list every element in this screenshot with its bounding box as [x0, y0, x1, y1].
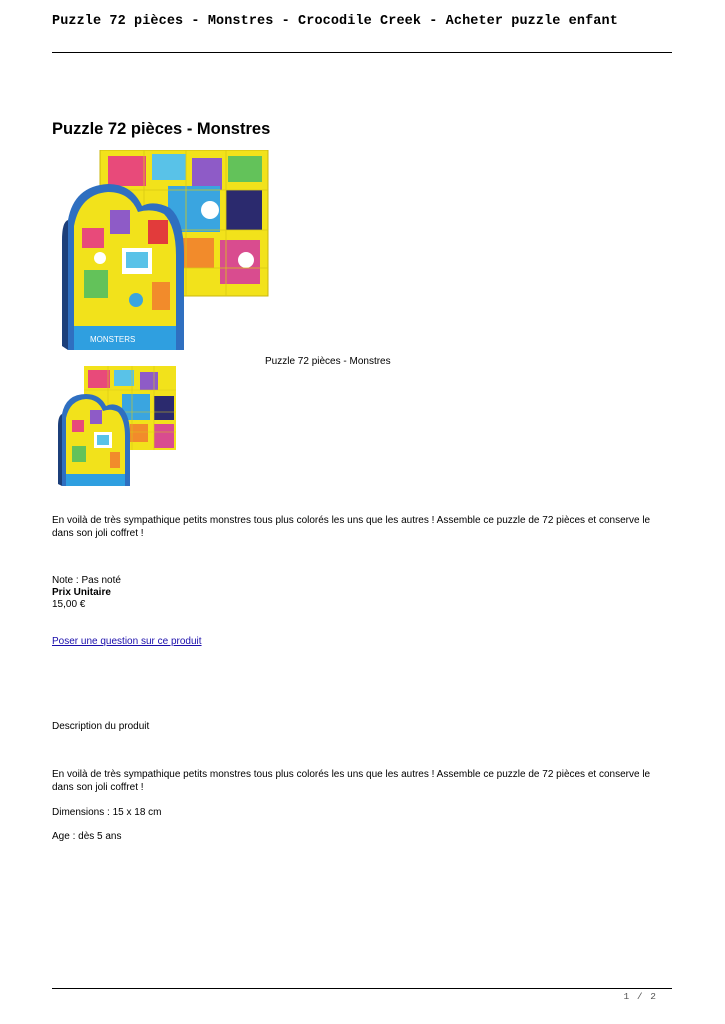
puzzle-box [62, 184, 184, 350]
product-main-image[interactable] [60, 150, 270, 362]
thumb-puzzle-box [58, 394, 130, 486]
product-title: Puzzle 72 pièces - Monstres [52, 120, 271, 138]
ask-question-link[interactable]: Poser une question sur ce produit [52, 636, 202, 647]
box-label: MONSTERS [90, 335, 136, 344]
footer-divider [52, 988, 672, 989]
header-divider [52, 52, 672, 53]
price-value: 15,00 € [52, 599, 86, 610]
rating-text: Note : Pas noté [52, 575, 121, 586]
page-number: 1 / 2 [623, 991, 657, 1002]
price-label: Prix Unitaire [52, 587, 111, 598]
description-text: En voilà de très sympathique petits monstres tous plus colorés les uns que les autres ! Assemble ce puzzle de 72 pièces et conserve le dans son joli coffret ! [52, 769, 651, 793]
short-description: En voilà de très sympathique petits monstres tous plus colorés les uns que les autres ! Assemble ce puzzle de 72 pièces et conserve le dans son joli coffret ! [52, 515, 651, 539]
product-thumbnail[interactable] [56, 366, 178, 490]
age-text: Age : dès 5 ans [52, 831, 122, 842]
description-heading: Description du produit [52, 721, 150, 732]
image-caption: Puzzle 72 pièces - Monstres [265, 356, 391, 367]
dimensions-text: Dimensions : 15 x 18 cm [52, 807, 162, 818]
page-header-title: Puzzle 72 pièces - Monstres - Crocodile Creek - Acheter puzzle enfant [52, 14, 618, 29]
